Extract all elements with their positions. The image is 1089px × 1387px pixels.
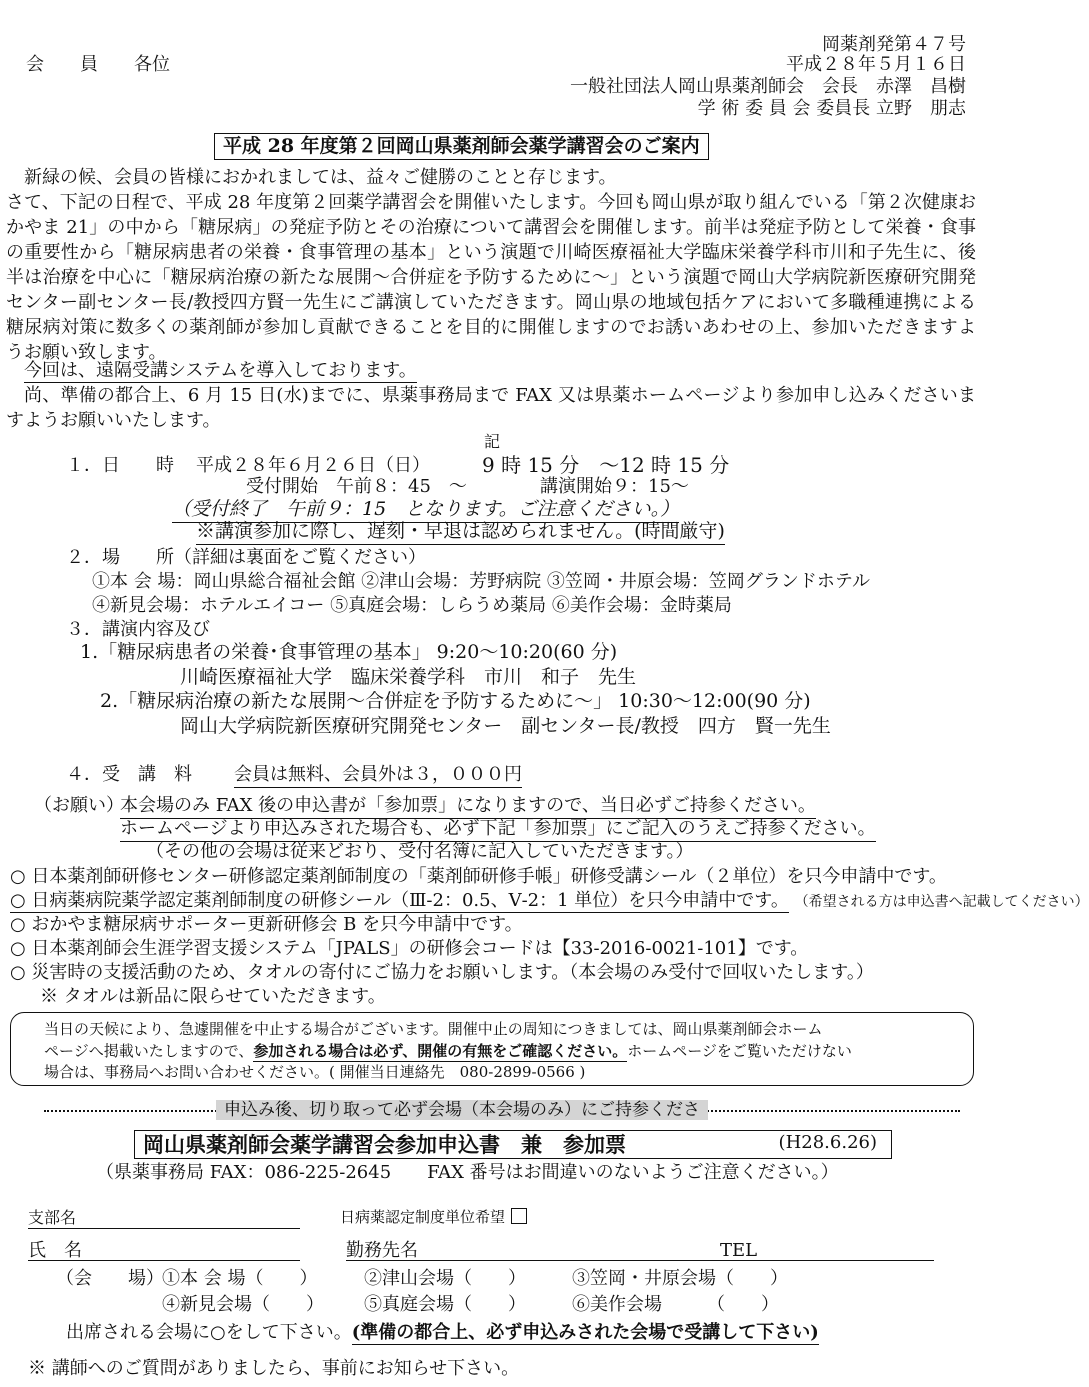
- lecture-2-title: 2.「糖尿病治療の新たな展開～合併症を予防するために～」 10:30～12:00(90 分): [100, 690, 811, 712]
- branch-label: 支部名: [28, 1208, 77, 1227]
- schedule-label: １．日 時: [66, 455, 174, 476]
- venue-option-5[interactable]: ⑤真庭会場（ ）: [364, 1294, 526, 1315]
- venue-label: ２．場 所（詳細は裏面をご覧ください）: [66, 547, 426, 568]
- lecture-1-speaker: 川崎医療福祉大学 臨床栄養学科 市川 和子 先生: [180, 666, 637, 688]
- venue-option-6[interactable]: ⑥美作会場 （ ）: [572, 1294, 779, 1315]
- fee-label: ４．受 講 料: [66, 764, 192, 785]
- lectures-label: ３．講演内容及び: [66, 619, 210, 640]
- venue-line-1: ①本 会 場：岡山県総合福祉会館 ②津山会場：芳野病院 ③笠岡・井原会場：笠岡グランドホテル: [92, 571, 870, 592]
- lecture-2-speaker: 岡山大学病院新医療研究開発センター 副センター長/教授 四方 賢一先生: [180, 715, 831, 737]
- venue-option-4[interactable]: ④新見会場（ ）: [162, 1294, 324, 1315]
- doc-date: 平成２８年５月１６日: [786, 54, 966, 75]
- branch-field[interactable]: [28, 1228, 300, 1229]
- question-note: ※ 講師へのご質問がありましたら、事前にお知らせ下さい。: [28, 1358, 520, 1379]
- form-fax: （県薬事務局 FAX：086-225-2645 FAX 番号はお間違いのないようご注意ください。）: [96, 1162, 839, 1183]
- venue-select-label: （会 場）: [56, 1268, 164, 1289]
- note-2: ○ 日病薬病院薬学認定薬剤師制度の研修シール（Ⅲ-2：0.5、Ⅴ-2：1 単位）を只今申請中です。 （希望される方は申込書へ記載してください）: [10, 890, 1089, 911]
- request-line-2: ホームページより申込みされた場合も、必ず下記「参加票」にご記入のうえご持参ください。: [120, 818, 876, 842]
- note-5: ○ 災害時の支援活動のため、タオルの寄付にご協力をお願いします。（本会場のみ受付で回収いたします。）: [10, 962, 874, 983]
- notice-line-1: 当日の天候により、急遽開催を中止する場合がございます。開催中止の周知につきましては、岡山県薬剤師会ホーム: [44, 1020, 823, 1038]
- schedule-time: 9 時 15 分 ～12 時 15 分: [482, 453, 730, 477]
- unit-wish-label: 日病薬認定制度単位希望: [340, 1208, 527, 1226]
- reception-end: （受付終了 午前９：15 となります。ご注意ください。）: [172, 498, 679, 523]
- ki-label: 記: [484, 432, 501, 451]
- request-line-1: 本会場のみ FAX 後の申込書が「参加票」になりますので、当日必ずご持参ください。: [120, 795, 816, 819]
- intro-body: さて、下記の日程で、平成 28 年度第２回薬学講習会を開催いたします。今回も岡山県が取り組んでいる「第２次健康おかやま 21」の中から「糖尿病」の発症予防とその治療について講習会を開催します。前半は発症予防として栄養・食事の重要性から「糖尿病患者の栄養・食事管理の基本」という演題で川崎医療福祉大学臨床栄養学科市川和子先生に、後半は治療を中心に「糖尿病治療の新たな展開～合併症を予防するために～」という演題で岡山大学病院新医療研究開発センター副センター長/教授四方賢一先生にご講演していただきます。岡山県の地域包括ケアにおいて多職種連携による糖尿病対策に数多くの薬剤師が参加し貢献できることを目的に開催しますのでお誘いあわせの上、参加いただきますようお願い致します。: [6, 192, 976, 363]
- note-4: ○ 日本薬剤師会生涯学習支援システム「JPALS」の研修会コードは【33-2016-0021-101】です。: [10, 938, 809, 959]
- schedule-date: 平成２８年６月２６日（日）: [196, 455, 430, 476]
- note-3: ○ おかやま糖尿病サポーター更新研修会 B を只今申請中です。: [10, 914, 523, 935]
- tel-label: TEL: [720, 1240, 758, 1261]
- venue-option-1[interactable]: ①本 会 場（ ）: [162, 1268, 318, 1289]
- venue-line-2: ④新見会場：ホテルエイコー ⑤真庭会場：しらうめ薬局 ⑥美作会場：金時薬局: [92, 595, 732, 616]
- intro-remote-note: 今回は、遠隔受講システムを導入しております。: [24, 360, 417, 381]
- fee-value: 会員は無料、会員外は３，０００円: [234, 764, 522, 788]
- sender-president: 一般社団法人岡山県薬剤師会 会長 赤澤 昌樹: [570, 76, 966, 97]
- intro-greeting: 新緑の候、会員の皆様におかれましては、益々ご健勝のことと存じます。: [24, 167, 617, 188]
- form-title: 岡山県薬剤師会薬学講習会参加申込書 兼 参加票 (H28.6.26): [134, 1130, 892, 1159]
- venue-mark-instruction: 出席される会場に○をして下さい。(準備の都合上、必ず申込みされた会場で受講して下さい): [66, 1322, 819, 1343]
- reception-start: 受付開始 午前８：45 ～: [246, 476, 467, 497]
- notice-line-2: ページへ掲載いたしますので、参加される場合は必ず、開催の有無をご確認ください。ホームページをご覧いただけない: [44, 1042, 852, 1060]
- request-label: （お願い）: [34, 795, 124, 816]
- doc-number: 岡薬剤発第４７号: [822, 34, 966, 55]
- sender-committee: 学 術 委 員 会 委員長 立野 朋志: [697, 98, 966, 119]
- addressee: 会 員 各位: [26, 54, 170, 75]
- cut-line-label: 申込み後、切り取って必ず会場（本会場のみ）にご持参くださ: [216, 1100, 708, 1120]
- request-line-3: （その他の会場は従来どおり、受付名簿に記入していただきます。）: [146, 841, 694, 862]
- intro-deadline: 尚、準備の都合上、6 月 15 日(水)までに、県薬事務局まで FAX 又は県薬ホームページより参加申し込みくださいますようお願いいたします。: [6, 385, 976, 431]
- workplace-label: 勤務先名: [346, 1240, 418, 1261]
- lecture-start: 講演開始９：15～: [540, 476, 689, 497]
- unit-wish-checkbox[interactable]: [511, 1208, 527, 1224]
- name-field[interactable]: [28, 1260, 300, 1261]
- note-1: ○ 日本薬剤師研修センター研修認定薬剤師制度の「薬剤師研修手帳」研修受講シール（２単位）を只今申請中です。: [10, 866, 947, 887]
- page-title: 平成 28 年度第２回岡山県薬剤師会薬学講習会のご案内: [214, 133, 709, 160]
- venue-option-3[interactable]: ③笠岡・井原会場（ ）: [572, 1268, 788, 1289]
- note-6: ※ タオルは新品に限らせていただきます。: [40, 986, 386, 1007]
- workplace-tel-field[interactable]: [346, 1260, 934, 1261]
- lecture-1-title: 1.「糖尿病患者の栄養･食事管理の基本」 9:20～10:20(60 分): [80, 641, 618, 663]
- venue-option-2[interactable]: ②津山会場（ ）: [364, 1268, 526, 1289]
- name-label: 氏 名: [28, 1240, 82, 1261]
- attendance-warning: ※講演参加に際し、遅刻・早退は認められません。(時間厳守): [196, 520, 725, 545]
- notice-line-3: 場合は、事務局へお問い合わせください。( 開催当日連絡先 080-2899-0566 ): [44, 1063, 586, 1081]
